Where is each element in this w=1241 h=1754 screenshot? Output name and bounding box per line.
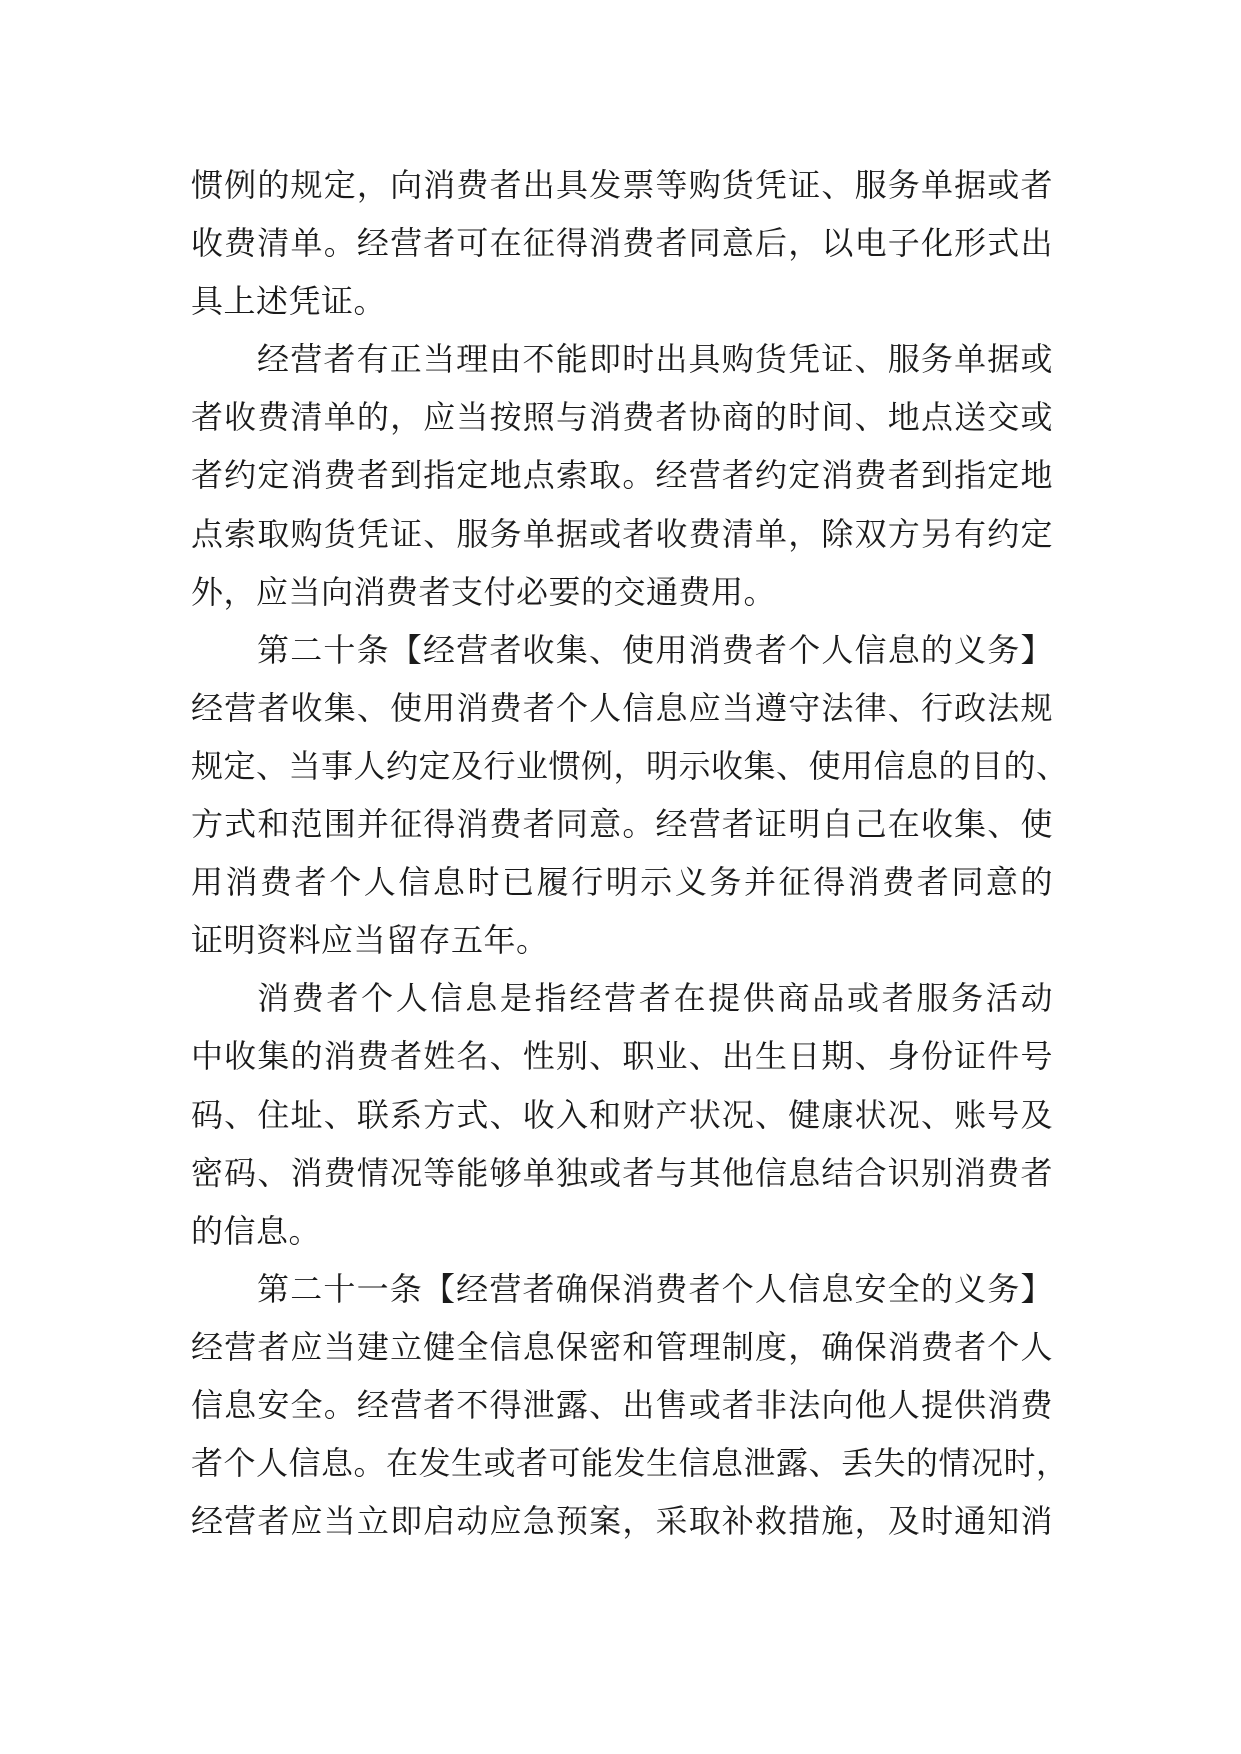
text-line: 者约定消费者到指定地点索取。经营者约定消费者到指定地 bbox=[191, 456, 1053, 495]
text-line: 经营者应当建立健全信息保密和管理制度，确保消费者个人 bbox=[191, 1327, 1053, 1366]
text-line: 者收费清单的，应当按照与消费者协商的时间、地点送交或 bbox=[191, 398, 1053, 437]
text-line: 密码、消费情况等能够单独或者与其他信息结合识别消费者 bbox=[191, 1153, 1053, 1192]
article-21-heading: 第二十一条【经营者确保消费者个人信息安全的义务】 bbox=[257, 1269, 1053, 1308]
text-line: 者个人信息。在发生或者可能发生信息泄露、丢失的情况时， bbox=[191, 1444, 1069, 1483]
text-line: 外，应当向消费者支付必要的交通费用。 bbox=[191, 572, 777, 611]
text-line: 收费清单。经营者可在征得消费者同意后，以电子化形式出 bbox=[191, 224, 1053, 263]
text-line: 信息安全。经营者不得泄露、出售或者非法向他人提供消费 bbox=[191, 1385, 1053, 1424]
text-line: 具上述凭证。 bbox=[191, 282, 387, 321]
document-body bbox=[191, 156, 1069, 1550]
text-line: 经营者收集、使用消费者个人信息应当遵守法律、行政法规 bbox=[191, 688, 1053, 727]
text-line: 的信息。 bbox=[191, 1211, 322, 1250]
text-line: 用消费者个人信息时已履行明示义务并征得消费者同意的 bbox=[191, 863, 1053, 902]
text-line: 方式和范围并征得消费者同意。经营者证明自己在收集、使 bbox=[191, 805, 1053, 844]
text-line: 规定、当事人约定及行业惯例，明示收集、使用信息的目的、 bbox=[191, 746, 1069, 785]
text-line: 证明资料应当留存五年。 bbox=[191, 921, 549, 960]
text-line: 经营者有正当理由不能即时出具购货凭证、服务单据或 bbox=[257, 340, 1053, 379]
text-line: 码、住址、联系方式、收入和财产状况、健康状况、账号及 bbox=[191, 1095, 1053, 1134]
article-20-heading: 第二十条【经营者收集、使用消费者个人信息的义务】 bbox=[257, 630, 1053, 669]
text-line: 中收集的消费者姓名、性别、职业、出生日期、身份证件号 bbox=[191, 1037, 1053, 1076]
text-line: 惯例的规定，向消费者出具发票等购货凭证、服务单据或者 bbox=[191, 166, 1053, 204]
text-line: 点索取购货凭证、服务单据或者收费清单，除双方另有约定 bbox=[191, 514, 1053, 553]
text-line: 经营者应当立即启动应急预案，采取补救措施，及时通知消 bbox=[191, 1502, 1053, 1541]
text-line: 消费者个人信息是指经营者在提供商品或者服务活动 bbox=[257, 979, 1053, 1018]
